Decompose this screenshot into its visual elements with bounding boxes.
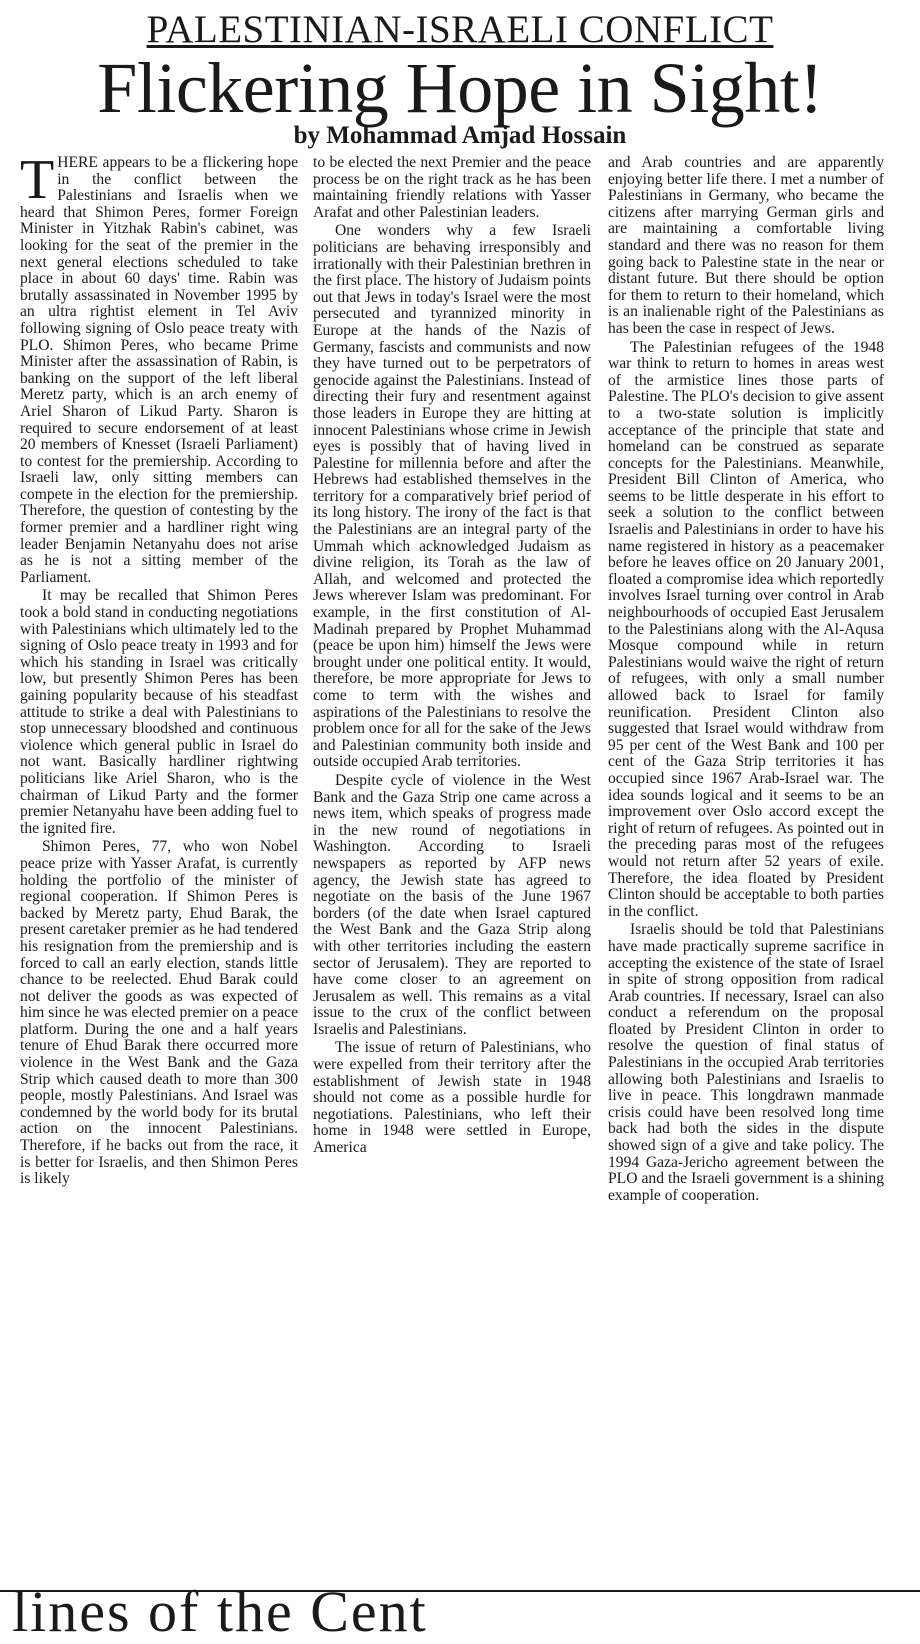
drop-cap: T xyxy=(20,149,55,211)
paragraph-1-text: HERE appears to be a flickering hope in the conflict between the Palestinians and Israelis when we heard that Shimon Peres, former Foreign Minister in Yitzhak Rabin's cabinet, was looking for the seat of the premier in the next general elections scheduled to take place in about 60 days' time. Rabin was brutally assassinated in November 1995 by an ultra rightist element in Tel Aviv following signing of Oslo peace treaty with PLO. Shimon Peres, who became Prime Minister after the assassination of Rabin, is banking on the support of the left liberal Meretz party, which is an arch enemy of Ariel Sharon of Likud Party. Sharon is required to secure endorsement of at least 20 members of Knesset (Israeli Parliament) to contest for the premiership. According to Israeli law, only sitting members can compete in the election for the premiership. Therefore, the question of contesting by the former premier and a hardliner right wing leader Benjamin Netanyahu does not arise as he is not a sitting member of the Parliament. xyxy=(20,154,298,586)
article-byline: by Mohammad Amjad Hossain xyxy=(293,122,627,149)
article-column-3 xyxy=(608,155,884,1590)
article-kicker: PALESTINIAN-ISRAELI CONFLICT xyxy=(146,8,774,51)
article-paragraph-1 xyxy=(20,149,298,586)
article-paragraph-7: The Palestinian refugees of the 1948 war think to return to homes in areas west of the armistice lines those parts of Palestine. The PLO's decision to give assent to a two-state solution is implicitly acceptance of the principle that state and homeland can be construed as separate concepts for the Palestinians. Meanwhile, President Bill Clinton of America, who seems to be little desperate in his effort to seek a solution to the conflict between Israelis and Palestinians in order to have his name registered in history as a peacemaker before he leaves office on 20 January 2001, floated a compromise idea which reportedly involves Israel turning over control in Arab neighbourhoods of occupied East Jerusalem to the Palestinians along with the Al-Aqusa Mosque compound while in return Palestinians would waive the right of return of refugees, with only a small number allowed back to Israel for family reunification. President Clinton also suggested that Israel would withdraw from 95 per cent of the West Bank and 100 per cent of the Gaza Strip territories it has occupied since 1967 Arab-Israel war. The idea sounds logical and it seems to be an improvement over Oslo accord except the right of return of refugees. As pointed out in the preceding paras most of the refugees would not return after 52 years of exile. Therefore, the idea floated by President Clinton should be acceptable to both parties in the conflict. xyxy=(608,338,884,920)
article-headline: Flickering Hope in Sight! xyxy=(97,48,823,128)
article-paragraph-3b: to be elected the next Premier and the peace process be on the right track as he has been maintaining friendly relations with Yasser Arafat and other Palestinian leaders. xyxy=(313,154,591,221)
article-paragraph-8: Israelis should be told that Palestinians have made practically supreme sacrifice in accepting the existence of the state of Israel in spite of strong opposition from radical Arab countries. If necessary, Israel can also conduct a referendum on the proposal floated by President Clinton in order to resolve the question of final status of Palestinians in the occupied Arab territories allowing both Palestinians and Israelis to live in peace. This longdrawn manmade crisis could have been resolved long time back had both the sides in the dispute showed sign of a give and take policy. The 1994 Gaza-Jericho agreement between the PLO and the Israeli government is a shining example of cooperation. xyxy=(608,921,884,1204)
article-column-2 xyxy=(313,155,591,1590)
article-column-1 xyxy=(20,149,298,1590)
article-paragraph-3a: Shimon Peres, 77, who won Nobel peace prize with Yasser Arafat, is currently holding the portfolio of the minister of regional cooperation. If Shimon Peres is backed by Meretz party, Ehud Barak, the present caretaker premier as he had tendered his resignation from the premiership and is forced to call an early election, stands little chance to be reelected. Ehud Barak could not deliver the goods as was expected of him since he was elected premier on a peace platform. During the one and a half years tenure of Ehud Barak there occurred more violence in the West Bank and the Gaza Strip which caused death to more than 300 people, mostly Palestinians. And Israel was condemned by the world body for its brutal action on the innocent Palestinians. Therefore, if he backs out from the race, it is better for Israelis, and then Shimon Peres is likely xyxy=(20,838,298,1188)
article-paragraph-2: It may be recalled that Shimon Peres took a bold stand in conducting negotiations with Palestinians which ultimately led to the signing of Oslo peace treaty in 1993 and for which his standing in Israel was critically low, but presently Shimon Peres has been gaining popularity because of his steadfast attitude to strike a deal with Palestinians to stop unnecessary bloodshed and continuous violence which general public in Israel do not want. Basically hardliner rightwing politicians like Ariel Sharon, who is the chairman of Likud Party and the former premier Netanyahu have been adding fuel to the ignited fire. xyxy=(20,587,298,837)
next-article-headline: lines of the Cent xyxy=(12,1579,428,1644)
article-paragraph-4: One wonders why a few Israeli politicians are behaving irresponsibly and irrationally with their Palestinian brethren in the first place. The history of Judaism points out that Jews in today's Israel were the most persecuted and tyrannized minority in Europe at the hands of the Nazis of Germany, fascists and communists and now they have turned out to be perpetrators of genocide against the Palestinians. Instead of directing their fury and resentment against those leaders in Europe they are hitting at innocent Palestinians whose crime in Jewish eyes is possibly that of having lived in Palestine for millennia before and after the Hebrews had established themselves in the territory for a comparatively brief period of its long history. The irony of the fact is that the Palestinians are an integral party of the Ummah which acknowledged Judaism as divine religion, its Torah as the law of Allah, and welcomed and protected the Jews wherever Islam was predominant. For example, in the first constitution of Al-Madinah prepared by Prophet Muhammad (peace be upon him) himself the Jews were brought under one political entity. It would, therefore, be more appropriate for Jews to come to term with the wishes and aspirations of the Palestinians to resolve the problem once for all for the sake of the Jews and Palestinian community both inside and outside occupied Arab territories. xyxy=(313,222,591,771)
article-paragraph-5: Despite cycle of violence in the West Bank and the Gaza Strip one came across a news item, which speaks of progress made in the new round of negotiations in Washington. According to Israeli newspapers as reported by AFP news agency, the Jewish state has agreed to negotiate on the basis of the June 1967 borders (of the date when Israel captured the West Bank and the Gaza Strip along with other territories including the eastern sector of Jerusalem). They are reported to have come closer to an agreement on Jerusalem as well. This remains as a vital issue to the crux of the conflict between Israelis and Palestinians. xyxy=(313,771,591,1038)
article-paragraph-6a: The issue of return of Palestinians, who were expelled from their territory after the establishment of Jewish state in 1948 should not come as a possible hurdle for negotiations. Palestinians, who left their home in 1948 were settled in Europe, America xyxy=(313,1039,591,1157)
article-paragraph-6b: and Arab countries and are apparently enjoying better life there. I met a number of Palestinians in Germany, who became the citizens after marrying German girls and are maintaining a comfortable living standard and there was no reason for them going back to Palestine state in the near or distant future. But there should be option for them to return to their homeland, which is an inalienable right of the Palestinians as has been the case in respect of Jews. xyxy=(608,154,884,337)
next-article-headline-clip xyxy=(0,1579,920,1644)
